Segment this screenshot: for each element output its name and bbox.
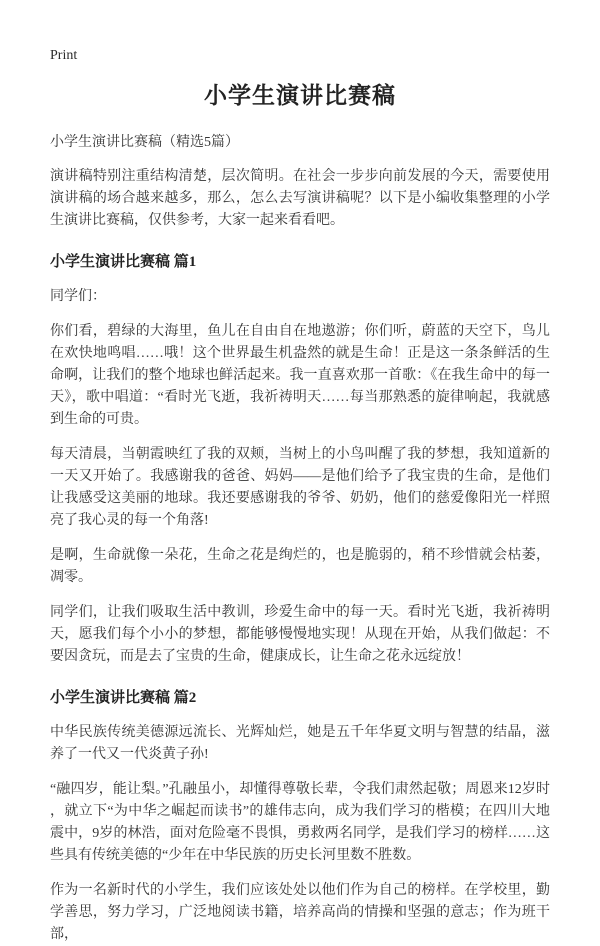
section-1-paragraph: 每天清晨，当朝霞映红了我的双颊，当树上的小鸟叫醒了我的梦想，我知道新的一天又开始了。我感谢我的爸爸、妈妈——是他们给予了我宝贵的生命，是他们让我感受这美丽的地球。我还要感谢我的爷爷、奶奶，他们的慈爱像阳光一样照亮了我心灵的每一个角落!	[50, 447, 550, 528]
section-2-heading: 小学生演讲比赛稿 篇2	[50, 690, 197, 706]
section-2-paragraph: 中华民族传统美德源远流长、光辉灿烂，她是五千年华夏文明与智慧的结晶，滋养了一代又一代炎黄子孙!	[50, 725, 550, 762]
section-1-salutation: 同学们：	[50, 289, 106, 304]
doc-subtitle: 小学生演讲比赛稿（精选5篇）	[50, 135, 239, 150]
section-1-paragraph: 是啊，生命就像一朵花，生命之花是绚烂的，也是脆弱的，稍不珍惜就会枯萎，凋零。	[50, 548, 550, 585]
section-1-paragraph: 同学们，让我们吸取生活中教训，珍爱生命中的每一天。看时光飞逝，我祈祷明天，愿我们每个小小的梦想，都能够慢慢地实现！从现在开始，从我们做起：不要因贪玩，而是去了宝贵的生命，健康成长，让生命之花永远绽放！	[50, 605, 550, 664]
page-title: 小学生演讲比赛稿	[204, 83, 396, 108]
section-2-paragraph: 作为一名新时代的小学生，我们应该处处以他们作为自己的榜样。在学校里，勤学善思，努力学习，广泛地阅读书籍，培养高尚的情操和坚强的意志；作为班干部，	[50, 883, 550, 942]
section-2-paragraph: “融四岁，能让梨。”孔融虽小，却懂得尊敬长辈，令我们肃然起敬；周恩来12岁时，就立下“为中华之崛起而读书”的雄伟志向，成为我们学习的楷模；在四川大地震中，9岁的林浩，面对危险毫不畏惧，勇救两名同学，是我们学习的榜样……这些具有传统美德的“少年在中华民族的历史长河里数不胜数。	[50, 782, 550, 863]
section-1-paragraph: 你们看，碧绿的大海里，鱼儿在自由自在地遨游；你们听，蔚蓝的天空下，鸟儿在欢快地鸣唱……哦！这个世界最生机盎然的就是生命！正是这一条条鲜活的生命啊，让我们的整个地球也鲜活起来。我一直喜欢那一首歌：《在我生命中的每一天》，歌中唱道：“看时光飞逝，我祈祷明天……每当那熟悉的旋律响起，我就感到生命的可贵。	[50, 324, 550, 427]
print-link[interactable]: Print	[50, 48, 78, 63]
section-1-heading: 小学生演讲比赛稿 篇1	[50, 254, 197, 270]
intro-paragraph: 演讲稿特别注重结构清楚，层次简明。在社会一步步向前发展的今天，需要使用演讲稿的场合越来越多，那么，怎么去写演讲稿呢？以下是小编收集整理的小学生演讲比赛稿，仅供参考，大家一起来看看吧。	[50, 169, 550, 228]
